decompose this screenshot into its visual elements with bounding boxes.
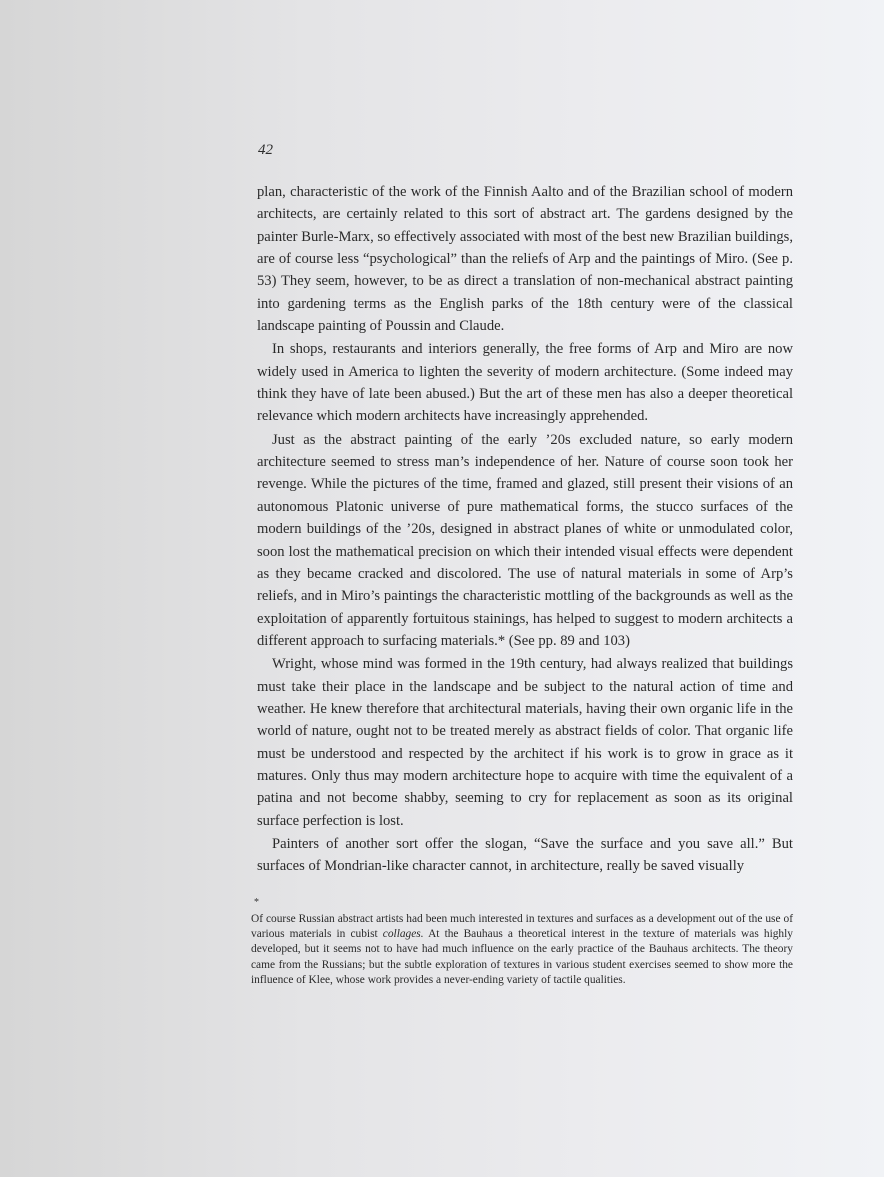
footnote-text-start: Of course Russian abstract artists had been much interested in textures and surfaces as a development out of the use of various materials in cubist	[251, 913, 793, 941]
footnote-mark: *	[254, 897, 259, 908]
body-text	[257, 181, 793, 878]
footnote-text-end: At the Bauhaus a theoretical interest in the texture of materials was highly developed, but it seems not to have had much influence on the early practice of the Bauhaus architects. The theory came from the Russians; but the subtle exploration of textures in various student exercises seemed to show more the influence of Klee, whose work provides a never-ending variety of tactile qualities.	[251, 928, 793, 986]
paragraph-2: In shops, restaurants and interiors generally, the free forms of Arp and Miro are now widely used in America to lighten the severity of modern architecture. (Some indeed may think they have of late been abused.) But the art of these men has also a deeper theoretical relevance which modern architects have increasingly apprehended.	[257, 341, 793, 425]
paragraph-5: Painters of another sort offer the slogan, “Save the surface and you save all.” But surfaces of Mondrian-like character cannot, in architecture, really be saved visually	[257, 835, 793, 875]
paragraph-3: Just as the abstract painting of the early ’20s excluded nature, so early modern architecture seemed to stress man’s independence of her. Nature of course soon took her revenge. While the pictures of the time, framed and glazed, still present their visions of an autonomous Platonic universe of pure mathematical forms, the stucco surfaces of the modern buildings of the ’20s, designed in abstract planes of white or unmodulated color, soon lost the mathematical precision on which their intended visual effects were dependent as they became cracked and discolored. The use of natural materials in some of Arp’s reliefs, and in Miro’s paintings the characteristic mottling of the backgrounds as well as the exploitation of apparently fortuitous stainings, has helped to suggest to modern architects a different approach to surfacing materials.* (See pp. 89 and 103)	[257, 431, 793, 649]
page-number: 42	[258, 142, 273, 158]
paragraph-1: plan, characteristic of the work of the Finnish Aalto and of the Brazilian school of modern architects, are certainly related to this sort of abstract art. The gardens designed by the painter Burle-Marx, so effectively associated with most of the best new Brazilian buildings, are of course less “psychological” than the reliefs of Arp and the paintings of Miro. (See p. 53) They seem, however, to be as direct a translation of non-mechanical abstract painting into gardening terms as the English parks of the 18th century were of the classical landscape painting of Poussin and Claude.	[257, 184, 793, 335]
paragraph-4: Wright, whose mind was formed in the 19th century, had always realized that buildings must take their place in the landscape and be subject to the natural action of time and weather. He knew therefore that architectural materials, having their own organic life in the world of nature, ought not to be treated merely as abstract fields of color. That organic life must be understood and respected by the architect if his work is to grow in grace as it matures. Only thus may modern architecture hope to acquire with time the equivalent of a patina and not become shabby, seeming to cry for replacement as soon as its original surface perfection is lost.	[257, 656, 793, 829]
footnote-italic-term: collages.	[382, 928, 424, 941]
footnote	[251, 912, 793, 988]
